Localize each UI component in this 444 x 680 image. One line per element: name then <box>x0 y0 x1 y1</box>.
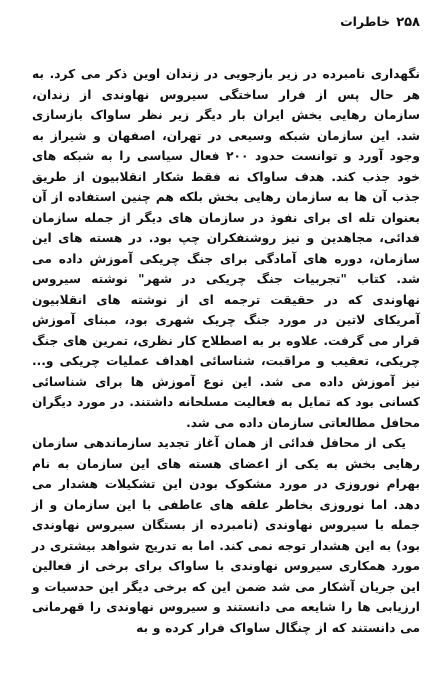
body-text <box>32 64 420 638</box>
paragraph-2: یکی از محافل فدائی از همان آغاز تجدید سازماندهی سازمان رهایی بخش به یکی از اعضای هسته های این سازمان به نام بهرام نوروزی در مورد مشکوک بودن این تشکیلات هشدار می دهد. اما نوروزی بخاطر علقه های عاطفی با این سازمان و از جمله با سیروس نهاوندی (نامبرده از بستگان سیروس نهاوندی بود) به این هشدار توجه نمی کند. اما به تدریج شواهد بیشتری در مورد همکاری سیروس نهاوندی با ساواک برای برخی از فعالین این جریان آشکار می شد ضمن این که برخی دیگر این حدسیات و ارزیابی ها را شایعه می دانستند و سیروس نهاوندی را قهرمانی می دانستند که از چنگال ساواک فرار کرده و به <box>32 436 420 635</box>
paragraph-1: نگهداری نامبرده در زیر بازجویی در زندان اوین ذکر می کرد. به هر حال پس از فرار ساختگی سیروس نهاوندی از زندان، سازمان رهایی بخش ایران بار دیگر زیر نظر ساواک بازسازی شد. این سازمان شبکه وسیعی در تهران، اصفهان و شیراز به وجود آورد و توانست حدود ۲۰۰ فعال سیاسی را به شبکه های خود جذب کند. هدف ساواک نه فقط شکار انقلابیون از طریق جذب آن ها به سازمان رهایی بخش بلکه هم چنین استفاده از آن بعنوان تله ای برای نفوذ در سازمان های دیگر از جمله سازمان فدائی، مجاهدین و نیز روشنفکران چپ بود. در هسته های این سازمان، دوره های آمادگی برای جنگ چریکی آموزش داده می شد. کتاب "تجربیات جنگ چریکی در شهر" نوشته سیروس نهاوندی که در حقیقت ترجمه ای از نوشته های انقلابیون آمریکای لاتین در مورد جنگ چریک شهری بود، مبنای آموزش قرار می گرفت. علاوه بر به اصطلاح کار نظری، تمرین های جنگ چریکی، تعقیب و مراقبت، شناسائی اهداف عملیات چریکی و... نیز آموزش داده می شد. این نوع آموزش ها برای شناسائی کسانی بود که تمایل به فعالیت مسلحانه داشتند. در مورد دیگران محافل مطالعاتی سازمان داده می شد. <box>32 67 420 430</box>
running-header <box>32 14 420 36</box>
page-number: ۲۵۸ <box>396 15 420 30</box>
running-title: خاطرات <box>340 14 391 29</box>
